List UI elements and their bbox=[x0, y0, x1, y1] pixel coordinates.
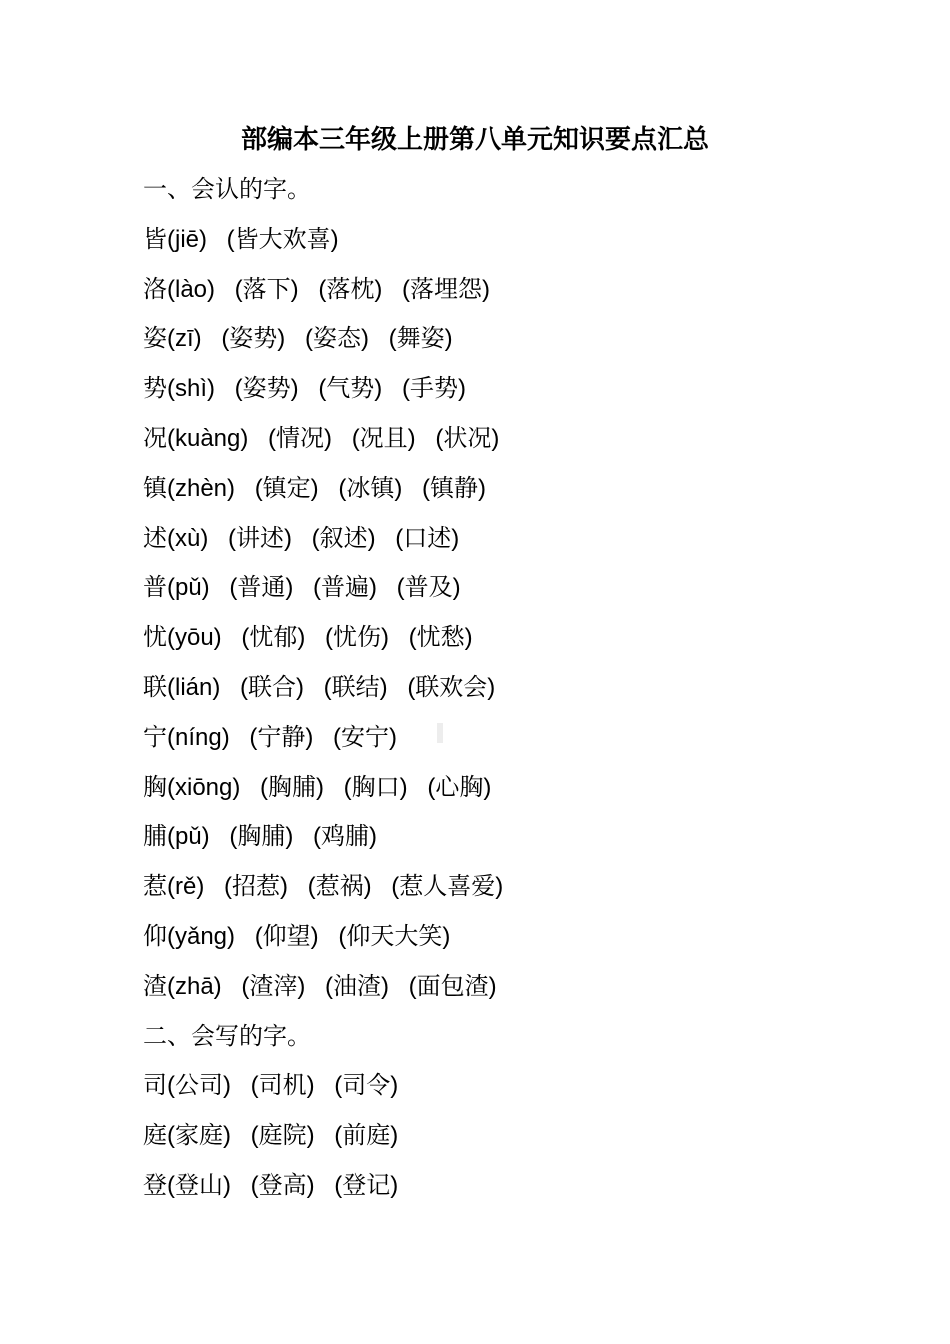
vocab-line-re: 惹(rě) (招惹) (惹祸) (惹人喜爱) bbox=[143, 873, 504, 901]
vocab-line-lao: 洛(lào) (落下) (落枕) (落埋怨) bbox=[143, 275, 490, 303]
vocab-line-pu: 普(pǔ) (普通) (普遍) (普及) bbox=[143, 574, 461, 602]
vocab-line-zi: 姿(zī) (姿势) (姿态) (舞姿) bbox=[143, 325, 453, 353]
vocab-line-xiong: 胸(xiōng) (胸脯) (胸口) (心胸) bbox=[143, 773, 492, 801]
vocab-line-zha: 渣(zhā) (渣滓) (油渣) (面包渣) bbox=[143, 972, 497, 1000]
document-body bbox=[0, 165, 950, 1211]
section-1-heading: 一、会认的字。 bbox=[143, 176, 311, 203]
vocab-line-deng: 登(登山) (登高) (登记) bbox=[143, 1171, 399, 1199]
vocab-line-zhen: 镇(zhèn) (镇定) (冰镇) (镇静) bbox=[143, 474, 486, 502]
vocab-line-shi: 势(shì) (姿势) (气势) (手势) bbox=[143, 375, 466, 403]
vocab-line-xu: 述(xù) (讲述) (叙述) (口述) bbox=[143, 524, 460, 552]
vocab-line-you: 忧(yōu) (忧郁) (忧伤) (忧愁) bbox=[143, 624, 473, 652]
vocab-line-lian: 联(lián) (联合) (联结) (联欢会) bbox=[143, 673, 496, 701]
vocab-line-si: 司(公司) (司机) (司令) bbox=[143, 1072, 399, 1100]
faint-cursor-artifact bbox=[437, 723, 443, 743]
vocab-line-fu: 脯(pǔ) (胸脯) (鸡脯) bbox=[143, 823, 377, 851]
vocab-line-ting: 庭(家庭) (庭院) (前庭) bbox=[143, 1122, 399, 1150]
section-2-heading: 二、会写的字。 bbox=[143, 1022, 311, 1050]
vocab-line-yang: 仰(yǎng) (仰望) (仰天大笑) bbox=[143, 922, 451, 950]
document-title: 部编本三年级上册第八单元知识要点汇总 bbox=[240, 124, 709, 154]
vocab-line-ning: 宁(níng) (宁静) (安宁) bbox=[143, 723, 397, 751]
vocab-line-jie: 皆(jiē) (皆大欢喜) bbox=[143, 225, 339, 253]
vocab-line-kuang: 况(kuàng) (情况) (况且) (状况) bbox=[143, 424, 500, 452]
